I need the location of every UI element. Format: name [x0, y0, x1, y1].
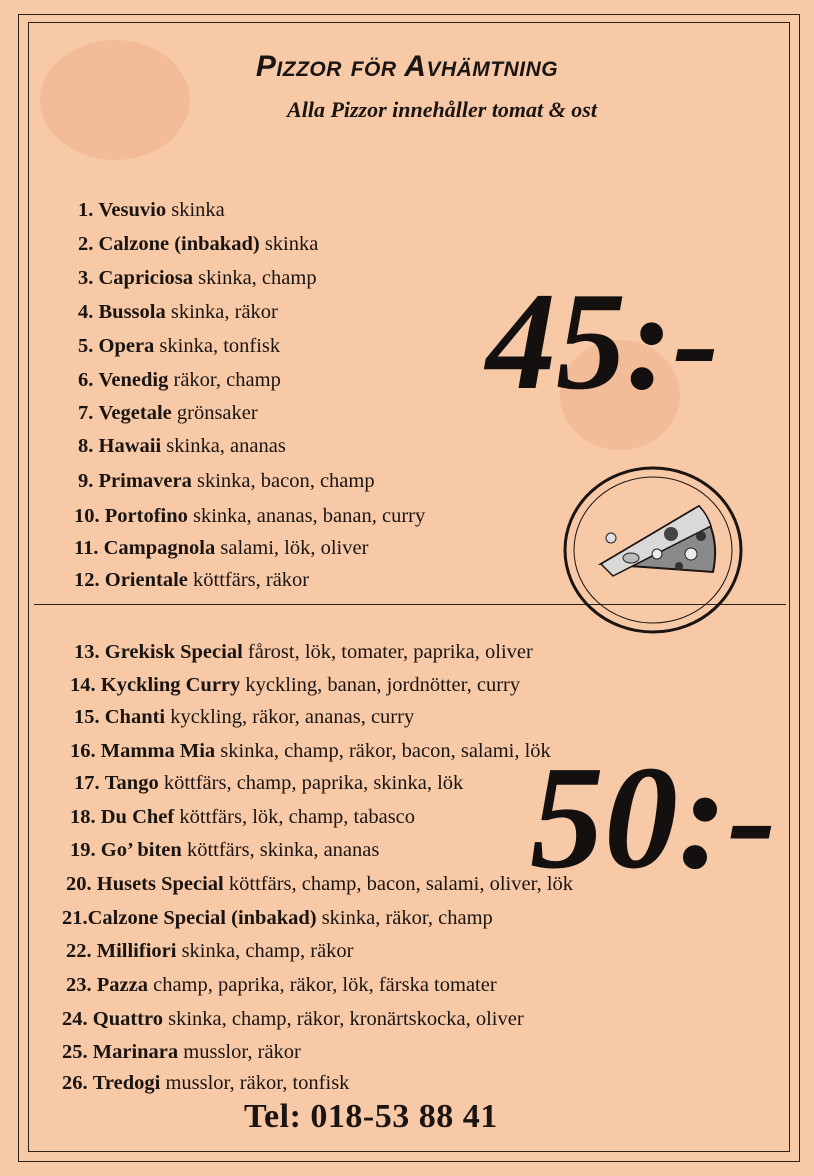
- item-number: 12.: [74, 569, 100, 591]
- pizza-name: Millifiori: [96, 940, 177, 962]
- item-number: 25.: [62, 1041, 88, 1063]
- menu-item: [62, 1007, 524, 1031]
- pizza-name: Go’ biten: [100, 839, 182, 861]
- ingredients: skinka: [264, 233, 319, 255]
- menu-item: [62, 1040, 301, 1064]
- menu-item: [74, 705, 414, 729]
- item-number: 4.: [78, 301, 94, 323]
- ingredients: skinka, champ, räkor, bacon, salami, lök: [220, 740, 551, 762]
- item-number: 11.: [74, 537, 99, 559]
- menu-item: [66, 939, 354, 963]
- pizza-name: Capriciosa: [98, 267, 194, 289]
- ingredients: skinka, champ: [198, 267, 317, 289]
- menu-item: [78, 368, 281, 392]
- item-number: 5.: [78, 335, 94, 357]
- ingredients: skinka, ananas, banan, curry: [193, 505, 426, 527]
- pizza-name: Tango: [104, 772, 159, 794]
- ingredients: skinka, champ, räkor: [181, 940, 354, 962]
- phone-number: Tel: 018-53 88 41: [244, 1098, 498, 1135]
- menu-item: [78, 401, 258, 425]
- item-number: 14.: [70, 674, 96, 696]
- item-number: 19.: [70, 839, 96, 861]
- ingredients: skinka, bacon, champ: [196, 470, 375, 492]
- menu-item: [66, 872, 573, 896]
- pizza-name: Pazza: [96, 974, 148, 996]
- price-50: 50:-: [530, 736, 777, 900]
- pizza-name: Vegetale: [98, 402, 172, 424]
- item-number: 10.: [74, 505, 100, 527]
- item-number: 16.: [70, 740, 96, 762]
- menu-item: [78, 469, 375, 493]
- pizza-name: Quattro: [92, 1008, 163, 1030]
- item-number: 13.: [74, 641, 100, 663]
- ingredients: musslor, räkor: [183, 1041, 301, 1063]
- menu-item: [70, 838, 379, 862]
- pizza-name: Hawaii: [98, 435, 162, 457]
- pizza-name: Venedig: [98, 369, 169, 391]
- item-number: 15.: [74, 706, 100, 728]
- page-title: Pizzor för Avhämtning: [255, 50, 559, 83]
- ingredients: köttfärs, skinka, ananas: [186, 839, 380, 861]
- ingredients: skinka: [171, 199, 225, 221]
- menu-item: [74, 536, 368, 560]
- pizza-name: Portofino: [104, 505, 188, 527]
- pizza-name: Primavera: [98, 470, 192, 492]
- ingredients: musslor, räkor, tonfisk: [165, 1072, 350, 1094]
- menu-item: [70, 739, 551, 763]
- item-number: 1.: [78, 199, 94, 221]
- menu-item: [62, 906, 493, 930]
- menu-item: [78, 300, 278, 324]
- item-number: 21.: [62, 907, 88, 929]
- menu-item: [78, 266, 317, 290]
- price-45: 45:-: [486, 264, 720, 419]
- ingredients: skinka, tonfisk: [159, 335, 281, 357]
- pizza-name: Tredogi: [92, 1072, 161, 1094]
- pizza-name: Husets Special: [96, 873, 224, 895]
- ingredients: kyckling, räkor, ananas, curry: [170, 706, 415, 728]
- item-number: 26.: [62, 1072, 88, 1094]
- ingredients: grönsaker: [176, 402, 258, 424]
- item-number: 20.: [66, 873, 92, 895]
- pizza-name: Grekisk Special: [104, 641, 243, 663]
- menu-item: [78, 198, 225, 222]
- item-number: 3.: [78, 267, 94, 289]
- item-number: 7.: [78, 402, 94, 424]
- item-number: 24.: [62, 1008, 88, 1030]
- menu-item: [78, 232, 318, 256]
- ingredients: skinka, champ, räkor, kronärtskocka, oliver: [168, 1008, 524, 1030]
- ingredients: köttfärs, champ, bacon, salami, oliver, lök: [228, 873, 574, 895]
- ingredients: köttfärs, champ, paprika, skinka, lök: [163, 772, 464, 794]
- ingredients: skinka, räkor: [170, 301, 278, 323]
- ingredients: skinka, ananas: [166, 435, 286, 457]
- ingredients: champ, paprika, räkor, lök, färska tomater: [153, 974, 497, 996]
- pizza-name: Campagnola: [103, 537, 216, 559]
- pizza-name: Kyckling Curry: [100, 674, 241, 696]
- item-number: 18.: [70, 806, 96, 828]
- item-number: 2.: [78, 233, 94, 255]
- pizza-slice-icon: [561, 464, 745, 636]
- pizza-name: Calzone Special (inbakad): [87, 907, 317, 929]
- pizza-name: Mamma Mia: [100, 740, 216, 762]
- ingredients: kyckling, banan, jordnötter, curry: [245, 674, 521, 696]
- item-number: 9.: [78, 470, 94, 492]
- ingredients: köttfärs, räkor: [193, 569, 310, 591]
- item-number: 6.: [78, 369, 94, 391]
- item-number: 23.: [66, 974, 92, 996]
- menu-item: [78, 334, 280, 358]
- page-subtitle: Alla Pizzor innehåller tomat & ost: [287, 97, 597, 122]
- ingredients: räkor, champ: [173, 369, 281, 391]
- item-number: 22.: [66, 940, 92, 962]
- item-number: 8.: [78, 435, 94, 457]
- pizza-name: Orientale: [104, 569, 188, 591]
- menu-item: [62, 1071, 349, 1095]
- pizza-name: Du Chef: [100, 806, 175, 828]
- menu-item: [70, 805, 415, 829]
- menu-item: [74, 640, 533, 664]
- pizza-name: Vesuvio: [98, 199, 167, 221]
- pizza-name: Opera: [98, 335, 155, 357]
- ingredients: salami, lök, oliver: [220, 537, 369, 559]
- menu-item: [70, 673, 520, 697]
- menu-item: [74, 771, 463, 795]
- pizza-name: Marinara: [92, 1041, 179, 1063]
- menu-item: [78, 434, 286, 458]
- menu-item: [74, 568, 309, 592]
- ingredients: köttfärs, lök, champ, tabasco: [179, 806, 416, 828]
- ingredients: skinka, räkor, champ: [321, 907, 493, 929]
- menu-item: [66, 973, 497, 997]
- ingredients: fårost, lök, tomater, paprika, oliver: [247, 641, 533, 663]
- menu-item: [74, 504, 425, 528]
- pizza-name: Calzone (inbakad): [98, 233, 260, 255]
- pizza-name: Chanti: [104, 706, 166, 728]
- pizza-name: Bussola: [98, 301, 166, 323]
- item-number: 17.: [74, 772, 100, 794]
